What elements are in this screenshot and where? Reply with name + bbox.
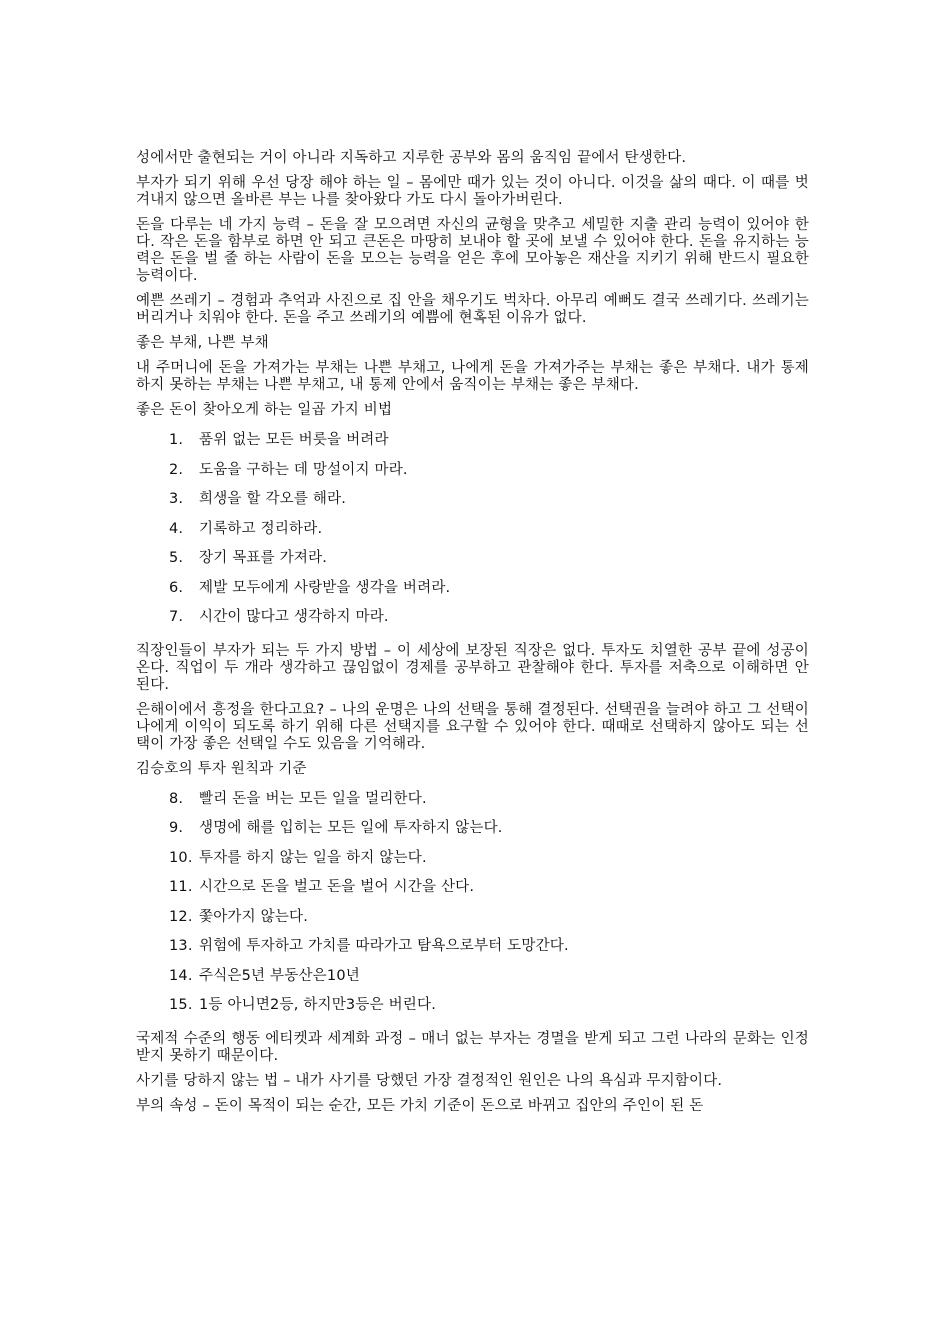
list-item [136,462,809,492]
list-text: 1등 아니면2등, 하지만3등은 버린다. [199,997,437,1013]
list-item [136,879,809,909]
paragraph-etiquette: 국제적 수준의 행동 에티켓과 세계화 과정 – 매너 없는 부자는 경멸을 받게 되고 그런 나라의 문화는 인정받지 못하기 때문이다. [136,1030,809,1064]
list-text: 제발 모두에게 사랑받을 생각을 버려라. [199,579,451,596]
paragraph-nature-of-wealth: 부의 속성 – 돈이 목적이 되는 순간, 모든 가치 기준이 돈으로 바뀌고 집안의 주인이 된 돈 [136,1097,704,1114]
list-number: 12. [169,908,193,925]
list-item [136,550,809,580]
list-text: 장기 목표를 가져라. [199,550,328,566]
list-item [136,580,809,610]
list-text: 시간이 많다고 생각하지 마라. [199,609,389,625]
list-number: 9. [169,820,184,836]
paragraph-employee-two-ways: 직장인들이 부자가 되는 두 가지 방법 – 이 세상에 보장된 직장은 없다. 투자도 치열한 공부 끝에 성공이 온다. 직업이 두 개라 생각하고 끊임없이 경제를 공부하고 관찰해야 한다. 투자를 저축으로 이해하면 안 된다. [136,642,809,693]
list-number: 5. [169,550,184,566]
list-item [136,909,809,939]
list-item [136,820,809,850]
list-text: 시간으로 돈을 벌고 돈을 벌어 시간을 산다. [199,879,475,895]
list-text: 투자를 하지 않는 일을 하지 않는다. [199,849,427,866]
list-number: 7. [169,609,184,625]
seven-secrets-list [136,432,809,639]
paragraph-four-money-skills: 돈을 다루는 네 가지 능력 – 돈을 잘 모으려면 자신의 균형을 맞추고 세밀한 지출 관리 능력이 있어야 한다. 작은 돈을 함부로 하면 안 되고 큰돈은 마땅히 보내야 할 곳에 보낼 수 있어야 한다. 돈을 유지하는 능력은 돈을 벌 줄 하는 사람이 돈을 모으는 능력을 얻은 후에 모아놓은 재산을 지키기 위해 반드시 필요한 능력이다. [136,217,809,284]
paragraph-avoid-fraud: 사기를 당하지 않는 법 – 내가 사기를 당했던 가장 결정적인 원인은 나의 욕심과 무지함이다. [136,1072,723,1089]
list-text: 생명에 해를 입히는 모든 일에 투자하지 않는다. [199,820,503,836]
list-item [136,968,809,998]
investment-principles-list [136,791,809,1027]
list-text: 품위 없는 모든 버릇을 버려라 [199,432,389,448]
paragraph-remove-grime: 부자가 되기 위해 우선 당장 해야 하는 일 – 몸에만 때가 있는 것이 아니다. 이것을 삶의 때다. 이 때를 벗겨내지 않으면 올바른 부는 나를 찾아왔다 가도 다시 돌아가버린다. [136,175,809,208]
list-number: 3. [169,491,184,507]
paragraph-intro-continuation: 성에서만 출현되는 거이 아니라 지독하고 지루한 공부와 몸의 움직임 끝에서 탄생한다. [136,150,687,166]
list-item [136,609,809,639]
list-number: 1. [169,432,184,448]
list-text: 위험에 투자하고 가치를 따라가고 탐욕으로부터 도망간다. [199,938,569,954]
list-item [136,521,809,551]
list-number: 4. [169,520,184,537]
paragraph-pretty-trash: 예쁜 쓰레기 – 경험과 추억과 사진으로 집 안을 채우기도 벅차다. 아무리 예뻐도 결국 쓰레기다. 쓰레기는 버리거나 치워야 한다. 돈을 주고 쓰레기의 예쁨에 현혹된 이유가 없다. [136,293,809,326]
list-text: 빨리 돈을 버는 모든 일을 멀리한다. [199,790,427,807]
list-number: 8. [169,790,184,807]
list-number: 13. [169,938,193,954]
list-item [136,938,809,968]
list-text: 쫓아가지 않는다. [199,908,309,925]
list-item [136,791,809,821]
list-text: 희생을 할 각오를 해라. [199,491,347,507]
list-number: 2. [169,461,184,478]
paragraph-bank-negotiation: 은해이에서 흥정을 한다고요? – 나의 운명은 나의 선택을 통해 결정된다. 선택권을 늘려야 하고 그 선택이 나에게 이익이 되도록 하기 위해 다른 선택지를 요구할 수 있어야 한다. 때때로 선택하지 않아도 되는 선택이 가장 좋은 선택일 수도 있음을 기억해라. [136,701,809,752]
list-item [136,850,809,880]
list-item [136,432,809,462]
list-item [136,491,809,521]
list-number: 6. [169,579,184,596]
list-number: 15. [169,997,193,1013]
section-heading-seven-secrets: 좋은 돈이 찾아오게 하는 일곱 가지 비법 [136,402,393,418]
list-item [136,997,809,1027]
list-number: 10. [169,849,193,866]
document-page [136,150,809,1123]
list-text: 기록하고 정리하라. [199,520,323,537]
paragraph-good-bad-debt: 내 주머니에 돈을 가져가는 부채는 나쁜 부채고, 나에게 돈을 가져가주는 부채는 좋은 부채다. 내가 통제하지 못하는 부채는 나쁜 부채고, 내 통제 안에서 움직이는 부채는 좋은 부채다. [136,360,809,393]
list-text: 도움을 구하는 데 망설이지 마라. [199,461,408,478]
list-number: 11. [169,879,193,895]
section-heading-investment-principles: 김승호의 투자 원칙과 기준 [136,760,307,777]
paragraph-good-bad-debt-title: 좋은 부채, 나쁜 부채 [136,335,269,351]
list-number: 14. [169,967,193,984]
list-text: 주식은5년 부동산은10년 [199,967,360,984]
